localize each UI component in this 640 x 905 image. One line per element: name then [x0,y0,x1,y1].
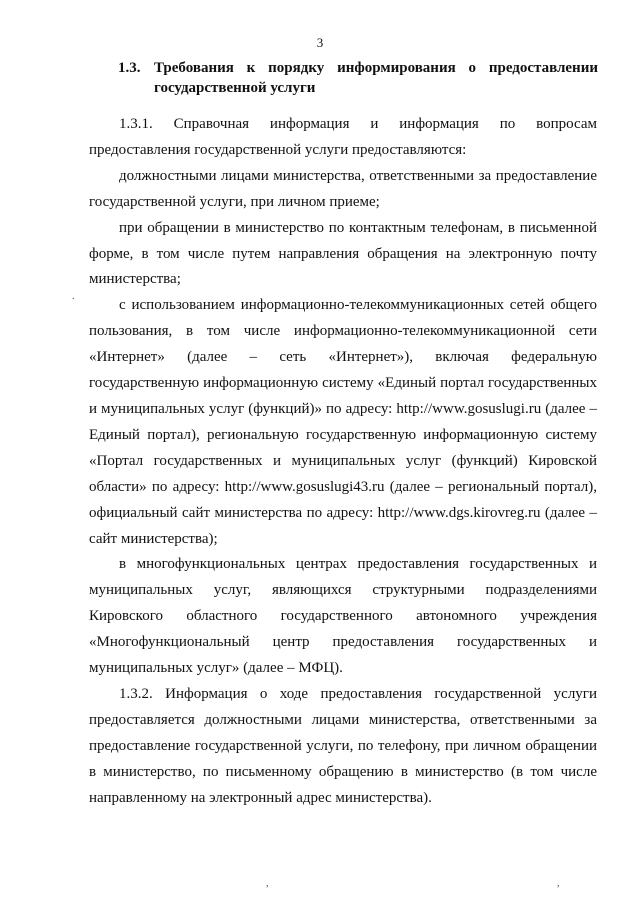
section-body [89,112,597,811]
section-heading [118,58,598,98]
page-number: 3 [316,35,324,50]
paragraph-officials: должностными лицами министерства, ответственными за предоставление государственной услуги, при личном приеме; [89,167,597,210]
paragraph-mfc: в многофункциональных центрах предоставления государственных и муниципальных услуг, являющихся структурными подразделениями Кировского областного государственного автономного учреждения «Многофункциональный центр предоставления государственных и муниципальных услуг» (далее – МФЦ). [89,556,597,677]
scan-mark: . [72,291,75,302]
paragraph-internet: с использованием информационно-телекоммуникационных сетей общего пользования, в том числе информационно-телекоммуникационной сети «Интернет» (далее – сеть «Интернет»), включая федеральную государственную информационную систему «Единый портал государственных и муниципальных услуг (функций)» по адресу: http://www.gosuslugi.ru (далее – Единый портал), региональную государственную информационную систему «Портал государственных и муниципальных услуг (функций) Кировской области» по адресу: http://www.gosuslugi43.ru (далее – региональный портал), официальный сайт министерства по адресу: http://www.dgs.kirovreg.ru (далее – сайт министерства); [89,297,597,547]
paragraph-1-3-1: 1.3.1. Справочная информация и информация по вопросам предоставления государственной услуги предоставляются: [89,116,597,158]
scan-mark: , [557,878,560,889]
scan-mark: , [266,878,269,889]
section-number: 1.3. [118,60,141,76]
paragraph-contacts: при обращении в министерство по контактным телефонам, в письменной форме, в том числе путем направления обращения на электронную почту министерства; [89,219,597,288]
section-title: Требования к порядку информирования о предоставлении государственной услуги [154,60,598,96]
paragraph-1-3-2: 1.3.2. Информация о ходе предоставления государственной услуги предоставляется должностными лицами министерства, ответственными за предоставление государственной услуги, по телефону, при личном обращении в министерство, по письменному обращению в министерство (в том числе направленному на электронный адрес министерства). [89,685,597,806]
